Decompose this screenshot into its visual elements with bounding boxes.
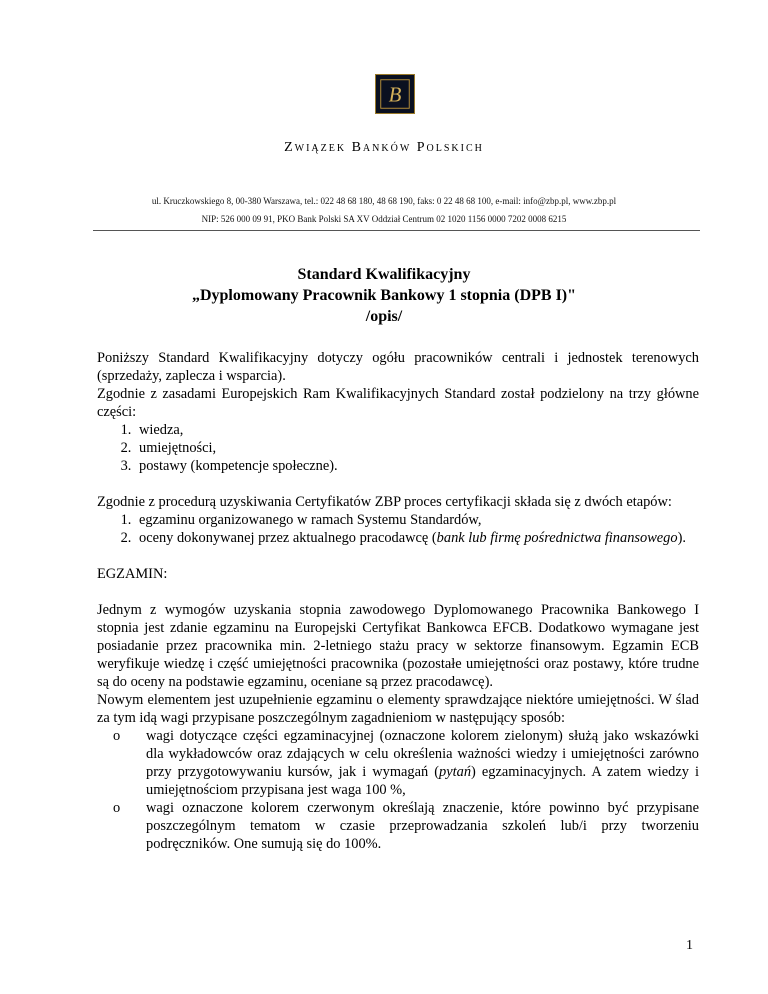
organization-name: Związek Banków Polskich (284, 140, 484, 155)
list-item: 1. wiedza, (135, 421, 699, 439)
weights-list (97, 727, 699, 853)
standard-parts-list (97, 421, 699, 475)
zbp-logo-icon (376, 75, 414, 113)
title-line-3: /opis/ (365, 308, 403, 325)
zbp-logo (375, 74, 415, 114)
list-item: 1. egzaminu organizowanego w ramach Systemu Standardów, (135, 511, 699, 529)
page-number: 1 (686, 938, 693, 953)
svg-text:B: B (388, 82, 402, 107)
certification-paragraph: Zgodnie z procedurą uzyskiwania Certyfikatów ZBP proces certyfikacji składa się z dwóch etapów: (97, 494, 672, 510)
list-item: o wagi dotyczące części egzaminacyjnej (oznaczone kolorem zielonym) służą jako wskazówki dla wykładowców oraz zdających w celu określenia ważności wiedzy i umiejętności zarówno przy przygotowywaniu kursów, jak i wymagań (pytań) egzaminacyjnych. A zatem wiedzy i umiejętnościom przypisana jest waga 100 %, (113, 728, 699, 798)
certification-steps-list (97, 511, 699, 547)
title-line-2: „Dyplomowany Pracownik Bankowy 1 stopnia (DPB I)" (191, 287, 577, 304)
intro-paragraph: Poniższy Standard Kwalifikacyjny dotyczy ogółu pracowników centrali i jednostek terenowych (sprzedaży, zaplecza i wsparcia). (97, 350, 699, 384)
document-title (0, 264, 768, 327)
list-item: o wagi oznaczone kolorem czerwonym określają znaczenie, które powinno być przypisane poszczególnym tematom w czasie przeprowadzania szkoleń lub/i przy tworzeniu podręczników. One sumują się do 100%. (113, 800, 699, 852)
list-item: 2. umiejętności, (135, 439, 699, 457)
list-item: 3. postawy (kompetencje społeczne). (135, 457, 699, 475)
header-divider (93, 230, 700, 231)
title-line-1: Standard Kwalifikacyjny (297, 266, 471, 283)
document-body (97, 349, 699, 853)
exam-heading: EGZAMIN: (97, 566, 168, 582)
list-item: 2. oceny dokonywanej przez aktualnego pracodawcę (bank lub firmę pośrednictwa finansowego). (135, 529, 699, 547)
contact-address-line: ul. Kruczkowskiego 8, 00-380 Warszawa, tel.: 022 48 68 180, 48 68 190, faks: 0 22 48 68 100, e-mail: info@zbp.pl, www.zbp.pl (151, 196, 617, 206)
ekr-paragraph: Zgodnie z zasadami Europejskich Ram Kwalifikacyjnych Standard został podzielony na trzy główne części: (97, 386, 699, 420)
contact-bank-line: NIP: 526 000 09 91, PKO Bank Polski SA XV Oddział Centrum 02 1020 1156 0000 7202 0008 6215 (201, 214, 567, 224)
exam-paragraph: Jednym z wymogów uzyskania stopnia zawodowego Dyplomowanego Pracownika Bankowego I stopnia jest zdanie egzaminu na Europejski Certyfikat Bankowca EFCB. Dodatkowo wymagane jest posiadanie przez pracownika min. 2-letniego stażu pracy w sektorze finansowym. Egzamin ECB weryfikuje wiedzę i część umiejętności pracownika (pozostałe umiejętności oraz postawy, które trudne są do oceny na podstawie egzaminu, oceniane są przez pracodawcę). (97, 602, 699, 690)
weights-paragraph: Nowym elementem jest uzupełnienie egzaminu o elementy sprawdzające niektóre umiejętności. W ślad za tym idą wagi przypisane poszczególnym zagadnieniom w następujący sposób: (97, 692, 699, 726)
